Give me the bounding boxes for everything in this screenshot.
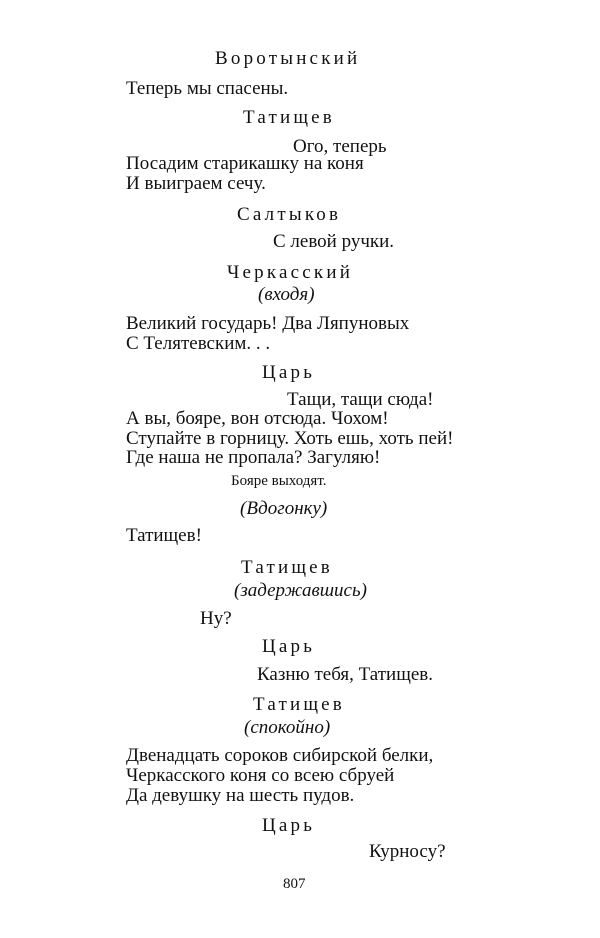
verse-line: Ну? xyxy=(200,608,232,629)
speaker-name: Татищев xyxy=(243,107,335,128)
speaker-name: Татищев xyxy=(241,557,333,578)
speaker-name: Воротынский xyxy=(215,48,361,69)
verse-line: Курносу? xyxy=(369,841,446,862)
verse-line: Где наша не пропала? Загуляю! xyxy=(126,447,381,468)
verse-line: Да девушку на шесть пудов. xyxy=(126,785,355,806)
speaker-name: Татищев xyxy=(253,694,345,715)
speaker-name: Черкасский xyxy=(227,262,354,283)
verse-line: Татищев! xyxy=(126,525,202,546)
verse-line: С Телятевским. . . xyxy=(126,333,271,354)
stage-direction: (Вдогонку) xyxy=(240,498,328,519)
verse-line: Теперь мы спасены. xyxy=(126,78,289,99)
verse-line: Тащи, тащи сюда! xyxy=(287,389,434,410)
speaker-name: Царь xyxy=(262,815,316,836)
verse-line: Казню тебя, Татищев. xyxy=(257,664,433,685)
speaker-name: Салтыков xyxy=(237,204,342,225)
verse-line: А вы, бояре, вон отсюда. Чохом! xyxy=(126,408,389,429)
verse-line: Ого, теперь xyxy=(293,136,387,157)
verse-line: Ступайте в горницу. Хоть ешь, хоть пей! xyxy=(126,428,454,449)
speaker-name: Царь xyxy=(262,362,316,383)
verse-line: И выиграем сечу. xyxy=(126,173,266,194)
stage-direction: (входя) xyxy=(258,284,315,305)
verse-line: Великий государь! Два Ляпуновых xyxy=(126,313,410,334)
stage-note: Бояре выходят. xyxy=(231,473,327,489)
speaker-name: Царь xyxy=(262,636,316,657)
verse-line: Двенадцать сороков сибирской белки, xyxy=(126,745,434,766)
page-number: 807 xyxy=(283,876,306,892)
verse-line: С левой ручки. xyxy=(273,231,395,252)
verse-line: Черкасского коня со всею сбруей xyxy=(126,765,395,786)
stage-direction: (задержавшись) xyxy=(234,580,367,601)
stage-direction: (спокойно) xyxy=(244,717,331,738)
verse-line: Посадим старикашку на коня xyxy=(126,153,364,174)
